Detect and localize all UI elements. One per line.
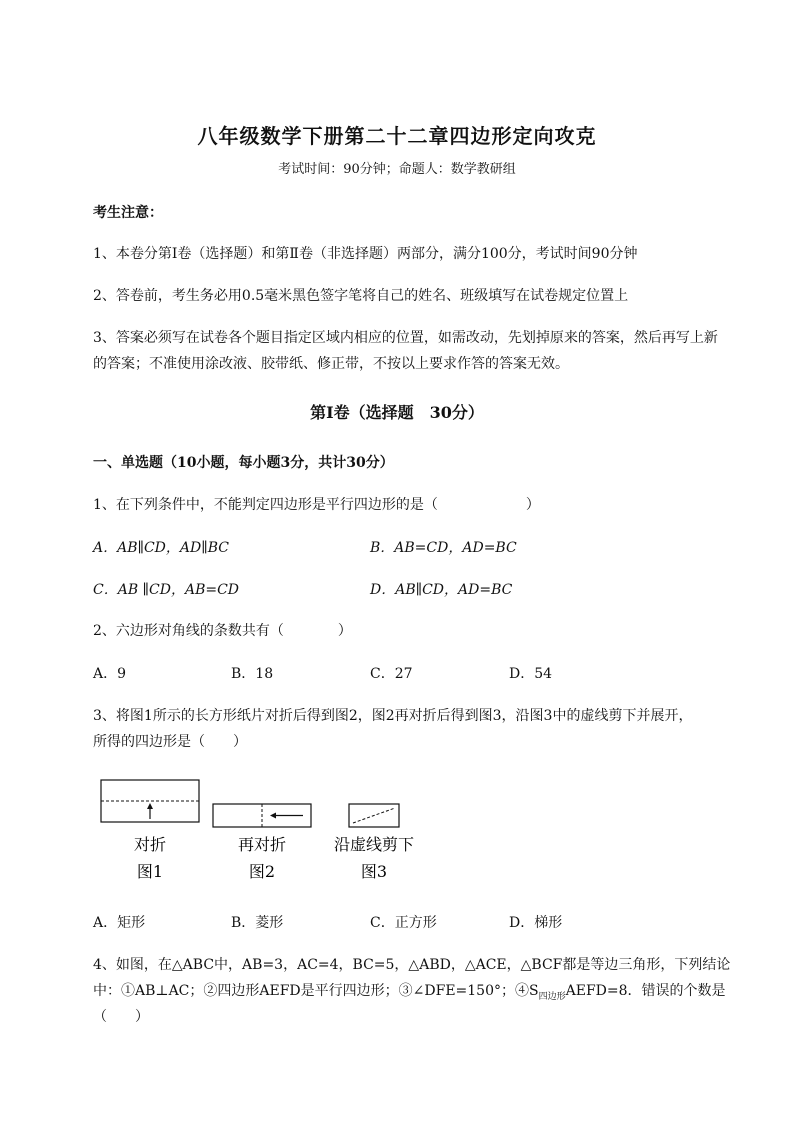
- folding-figure: [95, 772, 435, 887]
- question-4-answer-brackets: （ ）: [93, 1009, 149, 1025]
- question-2-stem-text: 2、六边形对角线的条数共有（: [93, 623, 284, 639]
- page-title: 八年级数学下册第二十二章四边形定向攻克: [197, 124, 597, 148]
- question-1-stem-text: 1、在下列条件中，不能判定四边形是平行四边形的是（: [93, 497, 438, 513]
- question-2-option-b: B．18: [231, 666, 274, 682]
- notice-item-1: 1、本卷分第I卷（选择题）和第Ⅱ卷（非选择题）两部分，满分100分，考试时间90分钟: [93, 246, 638, 262]
- question-1-stem-close: ）: [525, 497, 540, 513]
- question-2-option-a: A．9: [93, 666, 127, 682]
- question-4-stem-line-1: 4、如图，在△ABC中，AB=3，AC=4，BC=5，△ABD，△ACE，△BCF都是等边三角形，下列结论: [93, 957, 731, 973]
- question-4-conclusions-end: AEFD=8．错误的个数是: [565, 983, 726, 999]
- area-subscript: 四边形: [538, 992, 566, 1002]
- question-3-option-b: B．菱形: [231, 915, 284, 931]
- exam-info: 考试时间：90分钟；命题人：数学教研组: [278, 162, 516, 177]
- question-4-stem-line-2: [93, 980, 726, 1000]
- figure-3-label: 图3: [360, 862, 388, 881]
- notice-item-3-continued: 的答案；不准使用涂改液、胶带纸、修正带，不按以上要求作答的答案无效。: [93, 356, 569, 372]
- notice-item-3: 3、答案必须写在试卷各个题目指定区域内相应的位置，如需改动，先划掉原来的答案，然后再写上新: [93, 330, 718, 346]
- cut-line: [353, 808, 395, 823]
- question-1-option-d: D．AB∥CD，AD=BC: [370, 582, 513, 598]
- question-3-option-c: C．正方形: [370, 915, 437, 931]
- figure-3-caption: 沿虚线剪下: [333, 835, 415, 854]
- notice-heading: 考生注意：: [93, 205, 163, 221]
- section-title: 第I卷（选择题 30分）: [310, 403, 484, 422]
- question-2-stem: [93, 620, 352, 640]
- notice-item-2: 2、答卷前，考生务必用0.5毫米黑色签字笔将自己的姓名、班级填写在试卷规定位置上: [93, 288, 629, 304]
- question-1-option-c: C．AB ∥CD，AB=CD: [93, 582, 240, 598]
- question-2-stem-close: ）: [337, 623, 352, 639]
- question-1-option-b: B．AB=CD，AD=BC: [370, 540, 517, 556]
- figure-1-caption: 对折: [133, 835, 167, 854]
- question-1-option-a: A．AB∥CD，AD∥BC: [93, 540, 229, 556]
- arrow-head-icon: [270, 813, 276, 819]
- question-3-option-a: A．矩形: [93, 915, 146, 931]
- figure-2-label: 图2: [248, 862, 276, 881]
- question-4-conclusions: 中：①AB⊥AC；②四边形AEFD是平行四边形；③∠DFE=150°；④S: [93, 983, 539, 999]
- question-2-option-d: D．54: [509, 666, 553, 682]
- figure-2-caption: 再对折: [237, 835, 287, 854]
- question-3-stem-line-2: 所得的四边形是（ ）: [93, 734, 247, 750]
- question-1-stem: [93, 494, 540, 514]
- figure-1-label: 图1: [136, 862, 164, 881]
- question-3-option-d: D．梯形: [509, 915, 563, 931]
- part-heading: 一、单选题（10小题，每小题3分，共计30分）: [93, 455, 394, 471]
- question-2-option-c: C．27: [370, 666, 413, 682]
- question-3-stem-line-1: 3、将图1所示的长方形纸片对折后得到图2，图2再对折后得到图3，沿图3中的虚线剪下并展开，: [93, 708, 693, 724]
- arrow-head-icon: [147, 803, 153, 809]
